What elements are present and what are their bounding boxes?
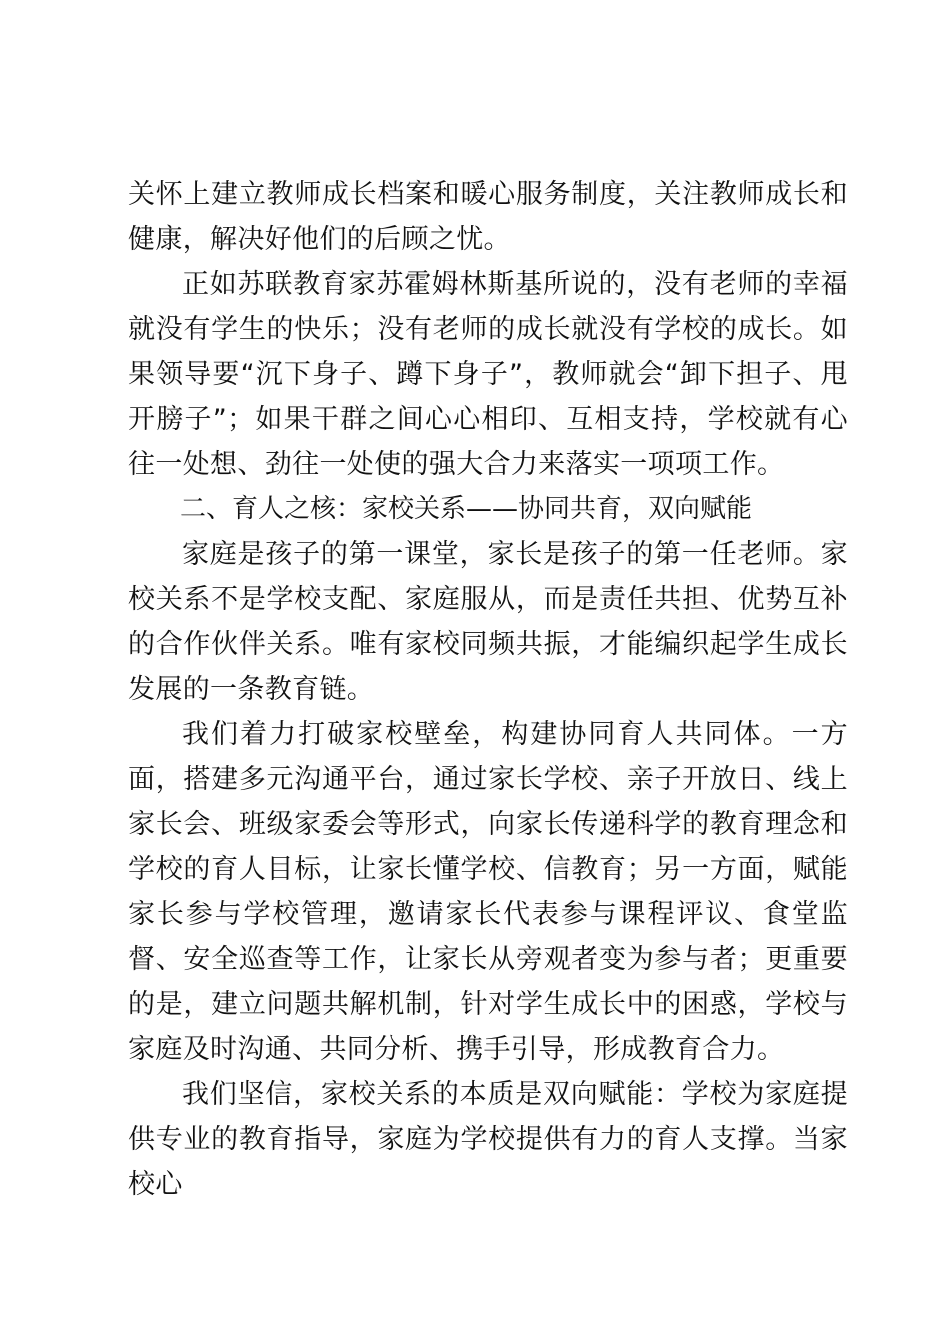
- section-heading: 二、育人之核：家校关系——协同共育，双向赋能: [180, 494, 753, 524]
- document-body: [128, 172, 848, 1207]
- paragraph-continued: 关怀上建立教师成长档案和暖心服务制度，关注教师成长和健康，解决好他们的后顾之忧。: [128, 179, 848, 255]
- paragraph-family-first-classroom: 家庭是孩子的第一课堂，家长是孩子的第一任老师。家校关系不是学校支配、家庭服从，而是责任共担、优势互补的合作伙伴关系。唯有家校同频共振，才能编织起学生成长发展的一条教育链。: [128, 539, 848, 705]
- paragraph-home-school-community: 我们着力打破家校壁垒，构建协同育人共同体。一方面，搭建多元沟通平台，通过家长学校、亲子开放日、线上家长会、班级家委会等形式，向家长传递科学的教育理念和学校的育人目标，让家长懂学校、信教育；另一方面，赋能家长参与学校管理，邀请家长代表参与课程评议、食堂监督、安全巡查等工作，让家长从旁观者变为参与者；更重要的是，建立问题共解机制，针对学生成长中的困惑，学校与家庭及时沟通、共同分析、携手引导，形成教育合力。: [128, 719, 848, 1065]
- paragraph-quote-sukhomlinsky: 正如苏联教育家苏霍姆林斯基所说的，没有老师的幸福就没有学生的快乐；没有老师的成长就没有学校的成长。如果领导要“沉下身子、蹲下身子”，教师就会“卸下担子、甩开膀子”；如果干群之间心心相印、互相支持，学校就有心往一处想、劲往一处使的强大合力来落实一项项工作。: [128, 269, 848, 480]
- paragraph-mutual-empowerment: 我们坚信，家校关系的本质是双向赋能：学校为家庭提供专业的教育指导，家庭为学校提供有力的育人支撑。当家校心: [128, 1079, 848, 1200]
